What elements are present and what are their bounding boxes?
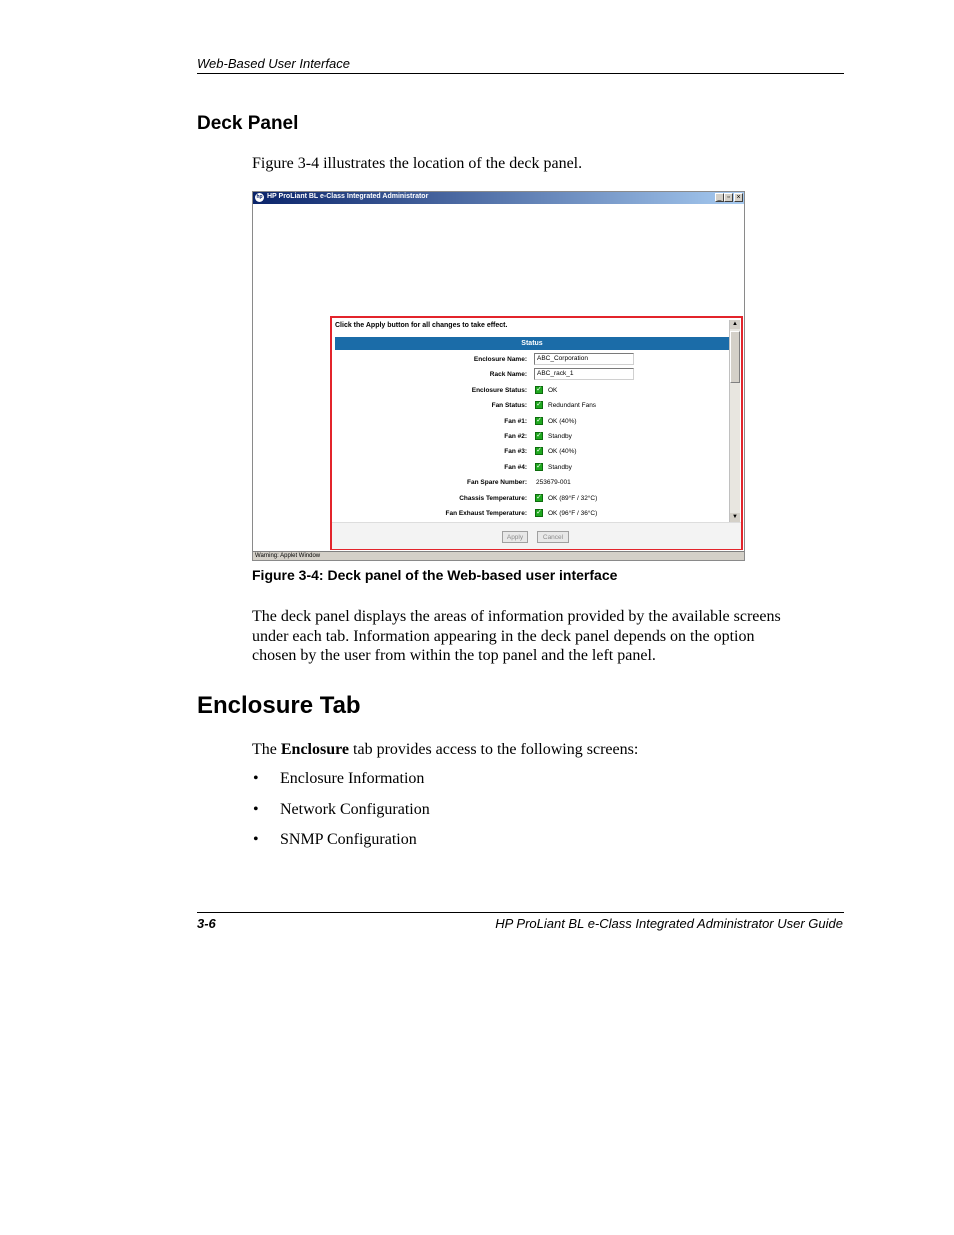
page-number: 3-6 [197,916,216,931]
minimize-button[interactable]: _ [715,193,724,202]
intro-prefix: The [252,741,281,758]
close-button[interactable]: × [734,193,743,202]
bullet-icon: • [253,831,259,848]
running-header: Web-Based User Interface [197,56,350,71]
window-title: HP ProLiant BL e-Class Integrated Administrator [267,193,429,200]
intro-bold: Enclosure [280,741,350,758]
status-row-value: Standby [548,433,572,440]
list-item-text: Network Configuration [280,800,430,818]
hp-logo-icon: hp [256,194,263,200]
cancel-button[interactable]: Cancel [537,531,569,543]
status-row-value: OK (96°F / 36°C) [548,510,598,517]
status-row [332,445,732,459]
section-heading: Deck Panel [197,113,299,134]
status-row-input[interactable]: ABC_rack_1 [534,368,634,380]
status-row-value: OK (40%) [548,417,577,425]
scroll-up-icon[interactable]: ▲ [730,320,740,329]
check-icon: ✓ [536,432,542,439]
figure-screenshot [252,191,745,561]
check-icon: ✓ [536,385,542,393]
status-row [332,399,732,413]
status-row-label: Enclosure Status: [471,386,527,394]
status-row-label: Rack Name: [489,371,527,379]
check-icon: ✓ [536,447,542,455]
status-row-value: OK (40%) [548,448,577,456]
status-row [332,384,732,398]
footer-rule [197,912,844,913]
check-icon: ✓ [536,462,542,470]
list-item [252,770,430,801]
body-paragraph [252,607,781,666]
check-icon: ✓ [536,493,542,501]
button-area [332,522,741,549]
list-item [252,801,430,832]
status-row [332,415,732,429]
status-row-label: Fan Spare Number: [467,479,527,487]
apply-button[interactable]: Apply [502,531,528,543]
screen-list [252,770,430,862]
status-row [332,507,732,521]
bullet-icon: • [253,800,259,818]
status-row [332,368,732,382]
status-row [332,430,732,444]
status-row-label: Chassis Temperature: [459,494,527,502]
body-line: The deck panel displays the areas of information provided by the available screens [252,608,781,625]
status-row-label: Fan #2: [504,433,527,440]
status-row [332,461,732,475]
check-icon: ✓ [536,416,542,424]
status-row-label: Fan Status: [491,402,527,410]
maximize-button[interactable]: ▫ [724,193,733,202]
status-row-value: OK (89°F / 32°C) [548,494,598,502]
body-line: under each tab. Information appearing in the deck panel depends on the option [252,627,755,645]
status-row [332,492,732,506]
body-line: chosen by the user from within the top panel and the left panel. [252,647,656,664]
intro-suffix: tab provides access to the following screens: [349,741,639,758]
status-row [332,353,732,367]
status-row-label: Fan Exhaust Temperature: [445,510,527,517]
main-heading: Enclosure Tab [197,692,361,719]
list-item-text: Enclosure Information [280,770,425,787]
header-rule [197,73,844,74]
status-row-value: 253679-001 [536,479,571,487]
figure-caption: Figure 3-4: Deck panel of the Web-based user interface [252,567,618,583]
footer-title: HP ProLiant BL e-Class Integrated Administrator User Guide [495,916,843,931]
status-header: Status [335,337,729,350]
scroll-thumb[interactable] [730,331,740,383]
enclosure-intro [252,740,638,760]
window-titlebar [253,192,744,204]
vertical-scrollbar[interactable] [729,320,740,522]
list-item-text: SNMP Configuration [280,831,417,848]
apply-note: Click the Apply button for all changes to take effect. [335,322,508,329]
status-row-label: Fan #4: [504,463,527,471]
status-row-label: Fan #3: [504,448,527,456]
list-item [252,831,430,862]
status-row-value: OK [548,386,558,394]
status-row-label: Fan #1: [504,417,527,425]
scroll-down-icon[interactable]: ▼ [730,513,740,522]
status-row-value: Standby [548,463,572,471]
intro-paragraph: Figure 3-4 illustrates the location of the deck panel. [252,155,583,172]
check-icon: ✓ [536,509,542,516]
status-row-input[interactable]: ABC_Corporation [534,353,634,365]
deck-panel [330,316,743,550]
applet-warning: Warning: Applet Window [253,551,744,560]
status-row [332,476,732,490]
bullet-icon: • [253,770,259,787]
status-row-label: Enclosure Name: [473,356,527,363]
status-row-value: Redundant Fans [548,402,597,410]
check-icon: ✓ [536,401,542,409]
